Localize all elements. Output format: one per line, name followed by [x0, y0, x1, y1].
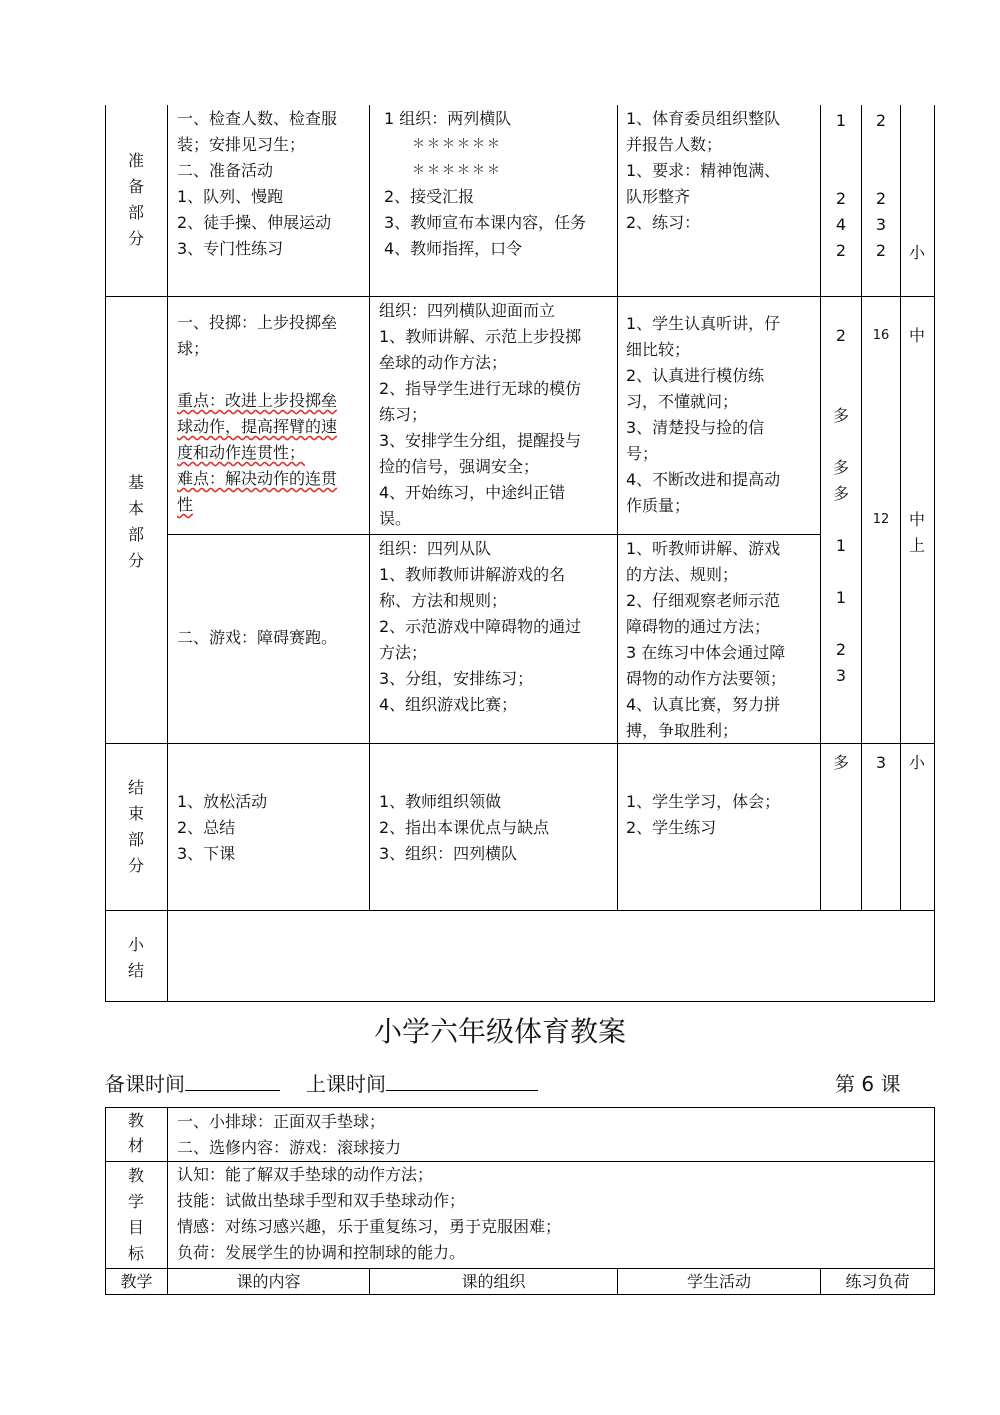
text-line: 装；安排见习生； — [177, 135, 306, 154]
value: 2 — [835, 640, 847, 659]
key-point: 度和动作连贯性； — [177, 443, 306, 462]
text-line: 练习； — [379, 405, 428, 424]
section-end-label: 结束部分 — [127, 778, 144, 875]
text-line: 二、准备活动 — [177, 161, 274, 180]
text-line: 队形整齐 — [626, 187, 691, 206]
section-basic-label: 基本部分 — [127, 473, 144, 570]
text-line: 4、认真比赛，努力拼 — [626, 695, 781, 714]
difficulty: 难点：解决动作的连贯 — [177, 469, 338, 488]
text-line: 碍物的动作方法要领； — [626, 669, 787, 688]
text-line: 一、小排球：正面双手垫球； — [177, 1112, 386, 1131]
text-line: 3、专门性练习 — [177, 239, 284, 258]
text-line: 垒球的动作方法； — [379, 353, 508, 372]
text-line: 技能：试做出垫球手型和双手垫球动作； — [177, 1191, 466, 1210]
text-line: 3、组织：四列横队 — [379, 844, 518, 863]
text-line: 1、教师讲解、示范上步投掷 — [379, 327, 582, 346]
column-header: 学生活动 — [686, 1272, 751, 1291]
text-line: 组织：四列横队迎面而立 — [379, 301, 556, 320]
text-line: 1、要求：精神饱满、 — [626, 161, 781, 180]
text-line: 2、接受汇报 — [384, 187, 475, 206]
end-col-c: 小 — [908, 753, 925, 772]
text-line: 障碍物的通过方法； — [626, 617, 771, 636]
prep-time-blank[interactable] — [185, 1072, 280, 1091]
text-line: 1、教师组织领做 — [379, 792, 502, 811]
end-col-b: 3 — [875, 753, 887, 772]
difficulty: 性 — [177, 495, 194, 514]
section-prep-label: 准备部分 — [127, 151, 144, 248]
text-line: 4、开始练习，中途纠正错 — [379, 483, 566, 502]
text-line: 球； — [177, 339, 210, 358]
text-line: 1 组织：两列横队 — [384, 109, 512, 128]
text-line: 二、选修内容：游戏：滚球接力 — [177, 1138, 402, 1157]
formation-row: ＊＊＊＊＊＊ — [412, 163, 503, 178]
value: 16 — [872, 328, 890, 343]
value: 1 — [835, 536, 847, 555]
text-line: 捡的信号，强调安全； — [379, 457, 540, 476]
value: 2 — [835, 326, 847, 345]
text-line: 认知：能了解双手垫球的动作方法； — [177, 1165, 434, 1184]
text-line: 搏，争取胜利； — [626, 721, 739, 740]
class-time-label: 上课时间 — [306, 1072, 386, 1096]
text-line: 3、安排学生分组，提醒投与 — [379, 431, 582, 450]
key-point: 球动作，提高挥臂的速 — [177, 417, 338, 436]
text-line: 并报告人数； — [626, 135, 723, 154]
value: 2 — [875, 111, 887, 130]
text-line: 3、下课 — [177, 844, 236, 863]
end-col-a: 多 — [832, 753, 849, 772]
text-line: 1、听教师讲解、游戏 — [626, 539, 781, 558]
prep-time — [105, 1068, 280, 1097]
value: 1 — [835, 588, 847, 607]
column-header: 练习负荷 — [845, 1272, 910, 1291]
value: 多 — [832, 484, 849, 503]
text-line: 称、方法和规则； — [379, 591, 508, 610]
text-line: 1、学生学习，体会； — [626, 792, 781, 811]
lesson-number: 第 6 课 — [835, 1072, 901, 1096]
text-line: 组织：四列从队 — [379, 539, 492, 558]
class-time — [306, 1068, 538, 1097]
value: 4 — [835, 215, 847, 234]
text-line: 负荷：发展学生的协调和控制球的能力。 — [177, 1243, 466, 1262]
value: 2 — [875, 241, 887, 260]
text-line: 习，不懂就问； — [626, 392, 739, 411]
text-line: 2、仔细观察老师示范 — [626, 591, 781, 610]
value: 多 — [832, 406, 849, 425]
text-line: 一、投掷：上步投掷垒 — [177, 313, 338, 332]
text-line: 3 在练习中体会通过障 — [626, 643, 786, 662]
value: 2 — [875, 189, 887, 208]
text-line: 3、清楚投与捡的信 — [626, 418, 765, 437]
section-summary-label: 小结 — [127, 935, 144, 980]
value: 中 — [908, 326, 925, 345]
column-header: 课的内容 — [236, 1272, 301, 1291]
text-line: 2、指出本课优点与缺点 — [379, 818, 550, 837]
value: 3 — [835, 666, 847, 685]
objectives-label: 教学目标 — [127, 1166, 144, 1263]
text-line: 作质量； — [626, 496, 691, 515]
text-line: 2、总结 — [177, 818, 236, 837]
text-line: 2、徒手操、伸展运动 — [177, 213, 332, 232]
text-line: 误。 — [379, 509, 412, 528]
value: 中 — [908, 510, 925, 529]
text-line: 4、教师指挥，口令 — [384, 239, 523, 258]
text-line: 2、示范游戏中障碍物的通过 — [379, 617, 582, 636]
text-line: 情感：对练习感兴趣，乐于重复练习，勇于克服困难； — [177, 1217, 562, 1236]
text-line: 4、不断改进和提高动 — [626, 470, 781, 489]
column-header: 课的组织 — [461, 1272, 526, 1291]
value: 上 — [908, 536, 925, 555]
text-line: 1、放松活动 — [177, 792, 268, 811]
text-line: 2、认真进行模仿练 — [626, 366, 765, 385]
text-line: 的方法、规则； — [626, 565, 739, 584]
value: 多 — [832, 458, 849, 477]
text-line: 方法； — [379, 643, 428, 662]
prep-intensity: 小 — [908, 243, 925, 262]
text-line: 4、组织游戏比赛； — [379, 695, 518, 714]
text-line: 2、练习： — [626, 213, 701, 232]
value: 2 — [835, 241, 847, 260]
text-line: 一、检查人数、检查服 — [177, 109, 338, 128]
key-point: 重点：改进上步投掷垒 — [177, 391, 338, 410]
text-line: 3、教师宣布本课内容，任务 — [384, 213, 587, 232]
text-line: 二、游戏：障碍赛跑。 — [177, 628, 338, 647]
textbook-label: 教材 — [127, 1111, 144, 1155]
page-title: 小学六年级体育教案 — [373, 1015, 626, 1048]
text-line: 1、队列、慢跑 — [177, 187, 284, 206]
text-line: 2、指导学生进行无球的模仿 — [379, 379, 582, 398]
text-line: 3、分组，安排练习； — [379, 669, 534, 688]
value: 3 — [875, 215, 887, 234]
prep-time-label: 备课时间 — [105, 1072, 185, 1096]
text-line: 1、体育委员组织整队 — [626, 109, 781, 128]
text-line: 细比较； — [626, 340, 691, 359]
column-header: 教学 — [120, 1272, 153, 1291]
text-line: 1、教师教师讲解游戏的名 — [379, 565, 566, 584]
class-time-blank[interactable] — [386, 1072, 538, 1091]
value: 2 — [835, 189, 847, 208]
text-line: 2、学生练习 — [626, 818, 717, 837]
text-line: 号； — [626, 444, 659, 463]
value: 12 — [872, 512, 890, 527]
value: 1 — [835, 111, 847, 130]
text-line: 1、学生认真听讲，仔 — [626, 314, 781, 333]
formation-row: ＊＊＊＊＊＊ — [412, 137, 503, 152]
